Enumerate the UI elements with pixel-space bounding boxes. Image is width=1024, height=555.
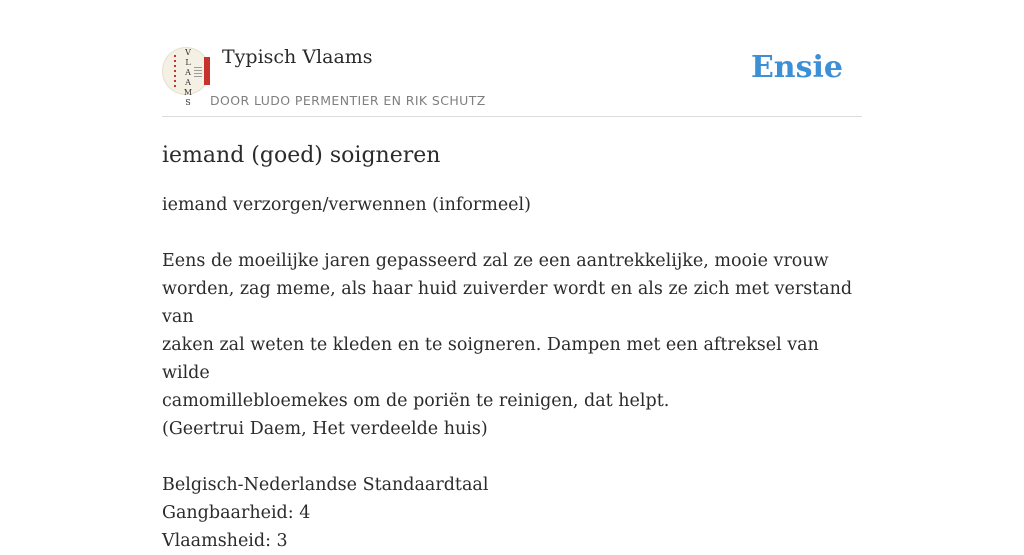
- vlaamsheid-label: Vlaamsheid: 3: [162, 531, 288, 551]
- cover-dots: [174, 55, 176, 87]
- cover-lines: [194, 67, 202, 77]
- example-source: (Geertrui Daem, Het verdeelde huis): [162, 419, 488, 439]
- example-line: Eens de moeilijke jaren gepasseerd zal ze een aantrekkelijke, mooie vrouw: [162, 251, 829, 271]
- register-label: Belgisch-Nederlandse Standaardtaal: [162, 475, 489, 495]
- example-line: zaken zal weten te kleden en te soigneren. Dampen met een aftreksel van wilde: [162, 335, 819, 383]
- gangbaarheid-label: Gangbaarheid: 4: [162, 503, 311, 523]
- brand-logo[interactable]: Ensie: [750, 50, 843, 85]
- definition: iemand verzorgen/verwennen (informeel): [162, 195, 531, 215]
- entry-body: [162, 191, 862, 555]
- authors: DOOR LUDO PERMENTIER EN RIK SCHUTZ: [210, 93, 486, 108]
- cover-letters: V L A A M S: [183, 48, 193, 107]
- spacer: [162, 219, 862, 247]
- entry-title: iemand (goed) soigneren: [162, 143, 441, 168]
- example-line: camomillebloemekes om de poriën te reinigen, dat helpt.: [162, 391, 670, 411]
- entry-card: [162, 40, 862, 555]
- example-line: worden, zag meme, als haar huid zuiverder wordt en als ze zich met verstand van: [162, 279, 853, 327]
- book-title[interactable]: Typisch Vlaams: [222, 46, 373, 68]
- header: [162, 40, 862, 117]
- book-cover-icon[interactable]: [162, 47, 210, 107]
- spacer: [162, 443, 862, 471]
- cover-red-edge: [204, 57, 210, 85]
